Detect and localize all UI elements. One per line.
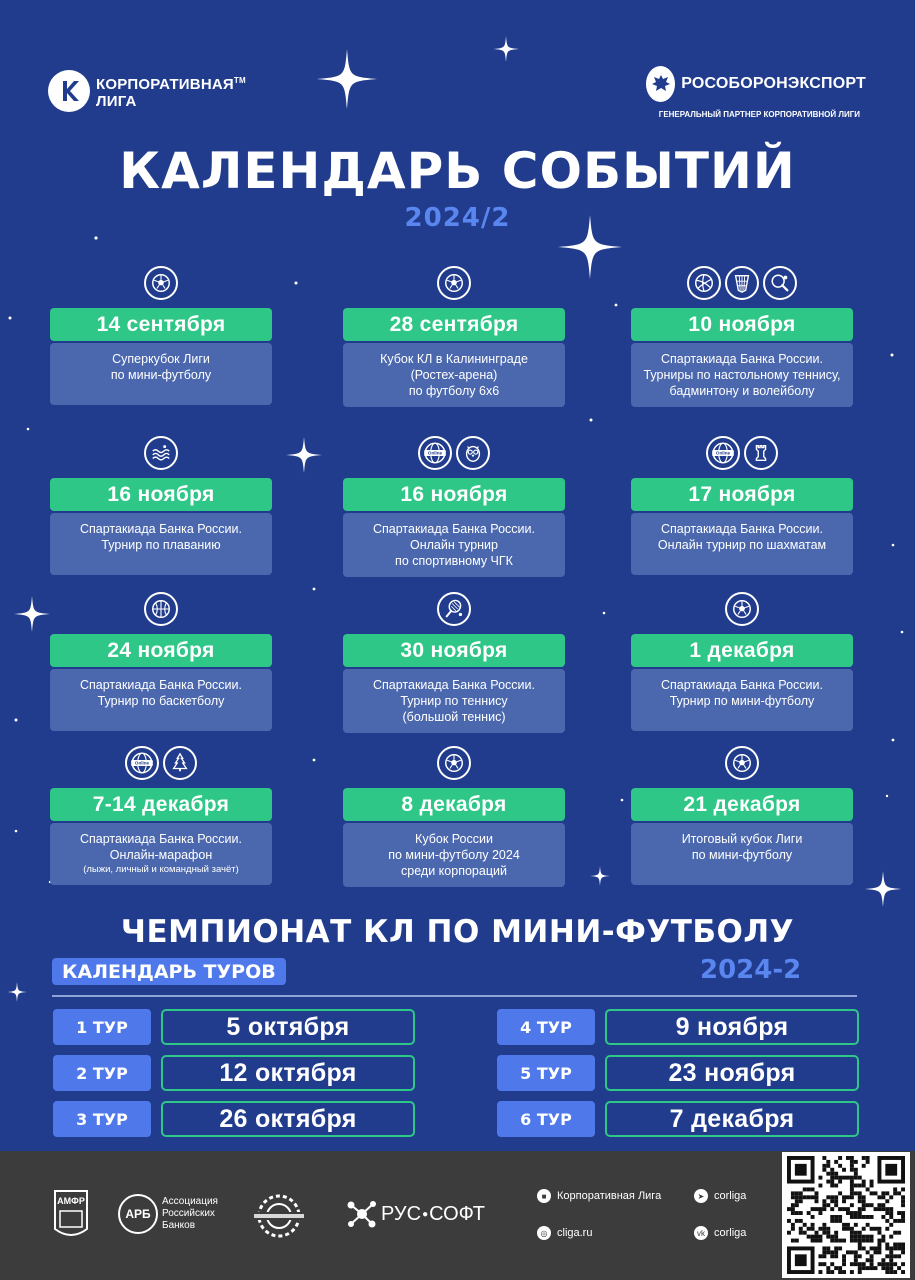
event-description-line: Спартакиада Банка России.: [373, 522, 535, 536]
online-globe-icon: [418, 436, 452, 470]
event-description-line: по спортивному ЧГК: [395, 554, 513, 568]
league-social-icon: ■: [537, 1189, 551, 1203]
event-date: 16 ноября: [50, 478, 272, 511]
event-description: [343, 513, 565, 577]
website-link[interactable]: [537, 1226, 592, 1240]
tour-date: 7 декабря: [605, 1101, 859, 1137]
event-description: [50, 513, 272, 575]
event-card: [631, 746, 853, 885]
event-card: [343, 746, 565, 887]
star-icon: [286, 437, 322, 473]
divider: [52, 995, 857, 997]
star-icon: [590, 866, 610, 886]
tour-number: 1 ТУР: [53, 1009, 151, 1045]
swimming-icon: [144, 436, 178, 470]
event-card: [343, 436, 565, 577]
rus-soft-logo: РУС ● СОФТ: [345, 1197, 485, 1231]
tour-number: 2 ТУР: [53, 1055, 151, 1091]
telegram-icon: ➤: [694, 1189, 708, 1203]
event-card: [50, 746, 272, 885]
arb-logo: [118, 1194, 218, 1234]
owl-icon: [456, 436, 490, 470]
tour-number: 5 ТУР: [497, 1055, 595, 1091]
event-description: [50, 343, 272, 405]
tour-row: [53, 1101, 415, 1137]
eagle-emblem-icon: [646, 66, 675, 102]
vk-text: corliga: [714, 1227, 747, 1239]
vk-link[interactable]: [694, 1226, 746, 1240]
svg-text:Online: Online: [427, 450, 443, 456]
online-globe-icon: [125, 746, 159, 780]
event-card: [631, 266, 853, 407]
partner-subtitle: ГЕНЕРАЛЬНЫЙ ПАРТНЕР КОРПОРАТИВНОЙ ЛИГИ: [658, 110, 860, 119]
tour-number: 3 ТУР: [53, 1101, 151, 1137]
event-card: [50, 592, 272, 731]
event-date: 8 декабря: [343, 788, 565, 821]
event-description-line: Турнир по мини-футболу: [669, 694, 815, 708]
event-icons: [343, 592, 565, 628]
rus-soft-icon: [345, 1197, 379, 1231]
volleyball-icon: [687, 266, 721, 300]
event-icons: [631, 592, 853, 628]
tour-row: [497, 1009, 859, 1045]
machine-builders-logo: [250, 1191, 308, 1241]
event-card: [631, 436, 853, 575]
tour-number: 4 ТУР: [497, 1009, 595, 1045]
event-description-line: Спартакиада Банка России.: [80, 678, 242, 692]
website-text: cliga.ru: [557, 1227, 593, 1239]
tour-row: [53, 1055, 415, 1091]
event-icons: [50, 436, 272, 472]
event-icons: [631, 436, 853, 472]
event-icons: [631, 746, 853, 782]
event-description-line: по мини-футболу 2024: [388, 848, 520, 862]
tour-date: 12 октября: [161, 1055, 415, 1091]
event-description-line: Кубок КЛ в Калининграде: [380, 352, 528, 366]
page-year: 2024/2: [404, 203, 511, 233]
event-description-line: Спартакиада Банка России.: [373, 678, 535, 692]
event-card: [50, 436, 272, 575]
soccer-ball-icon: [725, 746, 759, 780]
tour-date: 5 октября: [161, 1009, 415, 1045]
event-description-line: Спартакиада Банка России.: [661, 522, 823, 536]
event-description: [631, 823, 853, 885]
arb-line2: Российских: [162, 1208, 215, 1219]
event-description-line: по мини-футболу: [691, 848, 793, 862]
event-date: 21 декабря: [631, 788, 853, 821]
online-globe-icon: [706, 436, 740, 470]
event-description-line: Кубок России: [415, 832, 493, 846]
event-description: [343, 343, 565, 407]
tours-calendar-label: КАЛЕНДАРЬ ТУРОВ: [52, 958, 286, 985]
event-description-line: Итоговый кубок Лиги: [681, 832, 803, 846]
event-card: [631, 592, 853, 731]
event-description: [50, 669, 272, 731]
partner-name: РОСОБОРОНЭКСПОРТ: [681, 75, 866, 92]
amfr-logo: [52, 1189, 90, 1241]
championship-title: ЧЕМПИОНАТ КЛ ПО МИНИ-ФУТБОЛУ: [120, 914, 795, 950]
tour-row: [497, 1055, 859, 1091]
christmas-tree-icon: [163, 746, 197, 780]
event-description-line: Турниры по настольному теннису,: [643, 368, 841, 382]
footer: [0, 1151, 915, 1280]
event-icons: [50, 592, 272, 628]
telegram-text: corliga: [714, 1190, 747, 1202]
social-league-link[interactable]: [537, 1189, 661, 1203]
svg-text:Online: Online: [134, 760, 150, 766]
event-description-line: Суперкубок Лиги: [112, 352, 210, 366]
event-icons: [631, 266, 853, 302]
event-description: [343, 669, 565, 733]
league-k-icon: [48, 70, 90, 112]
event-description-line: Спартакиада Банка России.: [80, 522, 242, 536]
chess-rook-icon: [744, 436, 778, 470]
amfr-text: АМФР: [57, 1196, 85, 1206]
arb-emblem: АРБ: [118, 1194, 158, 1234]
star-icon: [14, 596, 50, 632]
event-date: 1 декабря: [631, 634, 853, 667]
event-icons: [343, 266, 565, 302]
event-description: [631, 513, 853, 575]
soccer-ball-icon: [725, 592, 759, 626]
event-description: [343, 823, 565, 887]
star-icon: [493, 36, 519, 62]
vk-icon: vk: [694, 1226, 708, 1240]
event-description-line: бадминтону и волейболу: [669, 384, 815, 398]
event-description-line: Онлайн турнир по шахматам: [657, 538, 827, 552]
event-icons: [50, 266, 272, 302]
tour-row: [497, 1101, 859, 1137]
event-icons: [343, 436, 565, 472]
event-card: [343, 592, 565, 733]
championship-year: 2024-2: [700, 955, 802, 985]
star-icon: [7, 982, 27, 1002]
telegram-link[interactable]: [694, 1189, 746, 1203]
page-title: КАЛЕНДАРЬ СОБЫТИЙ: [119, 142, 796, 200]
event-description-line: Онлайн турнир: [410, 538, 498, 552]
star-icon: [865, 871, 901, 907]
qr-code[interactable]: [782, 1152, 910, 1278]
event-icons: [343, 746, 565, 782]
tour-number: 6 ТУР: [497, 1101, 595, 1137]
event-date: 16 ноября: [343, 478, 565, 511]
partner-logo: [646, 66, 866, 119]
tour-date: 23 ноября: [605, 1055, 859, 1091]
tennis-icon: [437, 592, 471, 626]
event-description-line: по мини-футболу: [110, 368, 212, 382]
star-icon: [317, 49, 377, 109]
event-date: 14 сентября: [50, 308, 272, 341]
event-description: [631, 343, 853, 407]
rus-soft-text-2: СОФТ: [429, 1202, 485, 1225]
event-date: 30 ноября: [343, 634, 565, 667]
event-description-line: Турнир по баскетболу: [97, 694, 225, 708]
event-description: [631, 669, 853, 731]
event-date: 28 сентября: [343, 308, 565, 341]
tour-date: 9 ноября: [605, 1009, 859, 1045]
shuttlecock-icon: [725, 266, 759, 300]
event-description-line: Онлайн-марафон: [109, 848, 213, 862]
arb-line1: Ассоциация: [162, 1196, 218, 1207]
svg-text:Online: Online: [715, 450, 731, 456]
league-logo-tm: TM: [233, 76, 246, 85]
event-description-line: Спартакиада Банка России.: [80, 832, 242, 846]
arb-line3: Банков: [162, 1220, 196, 1231]
event-date: 17 ноября: [631, 478, 853, 511]
soccer-ball-icon: [437, 266, 471, 300]
event-note: (лыжи, личный и командный зачёт): [83, 864, 239, 875]
table-tennis-icon: [763, 266, 797, 300]
tour-date: 26 октября: [161, 1101, 415, 1137]
event-description-line: Спартакиада Банка России.: [661, 352, 823, 366]
soccer-ball-icon: [144, 266, 178, 300]
social-league-text: Корпоративная Лига: [557, 1190, 662, 1202]
event-card: [343, 266, 565, 407]
corporate-league-logo: [48, 70, 246, 112]
event-description-line: Турнир по плаванию: [101, 538, 221, 552]
event-description-line: (большой теннис): [402, 710, 506, 724]
event-card: [50, 266, 272, 405]
event-description-line: среди корпораций: [401, 864, 507, 878]
event-description-line: Спартакиада Банка России.: [661, 678, 823, 692]
soccer-ball-icon: [437, 746, 471, 780]
league-logo-line1: КОРПОРАТИВНАЯ: [96, 76, 234, 93]
event-description-line: Турнир по теннису: [400, 694, 508, 708]
event-description-line: (Ростех-арена): [410, 368, 498, 382]
rus-soft-text-1: РУС: [381, 1202, 422, 1225]
event-description: [50, 823, 272, 885]
event-icons: [50, 746, 272, 782]
tour-row: [53, 1009, 415, 1045]
basketball-icon: [144, 592, 178, 626]
event-date: 24 ноября: [50, 634, 272, 667]
qr-code-icon: [786, 1156, 906, 1274]
league-logo-line2: ЛИГА: [96, 93, 137, 110]
event-date: 10 ноября: [631, 308, 853, 341]
event-description-line: по футболу 6х6: [408, 384, 500, 398]
event-date: 7-14 декабря: [50, 788, 272, 821]
globe-icon: ◎: [537, 1226, 551, 1240]
